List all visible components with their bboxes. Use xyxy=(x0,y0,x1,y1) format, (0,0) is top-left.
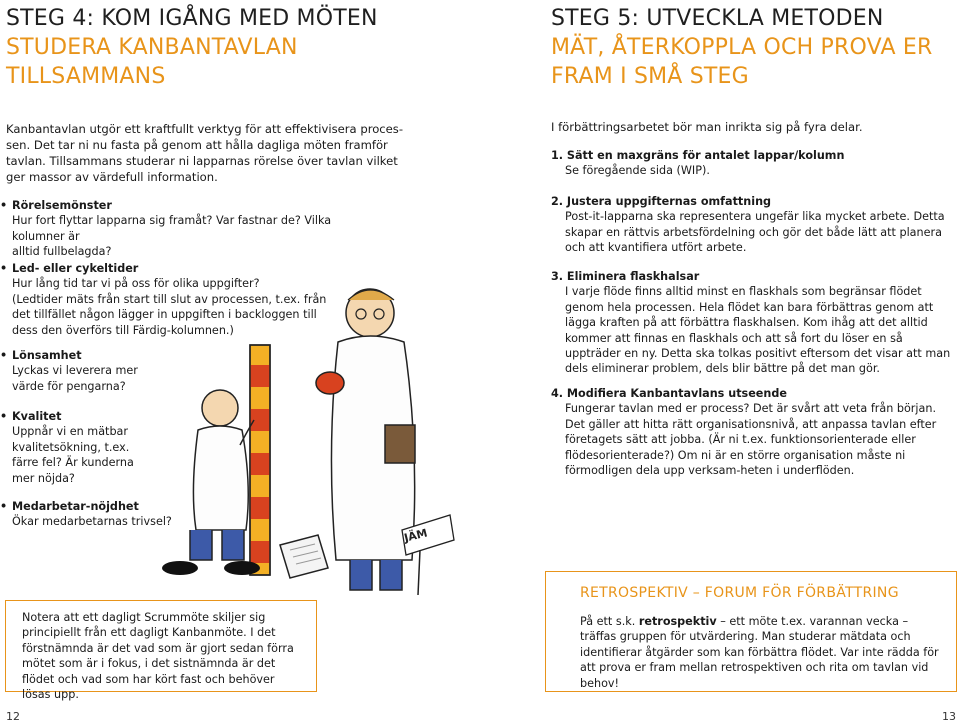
bullet-desc: Ökar medarbetarnas trivsel? xyxy=(12,515,172,529)
note-box xyxy=(5,600,317,702)
retro-title: RETROSPEKTIV – FORUM FÖR FÖRBÄTTRING xyxy=(580,585,899,601)
bullet-dot-icon: • xyxy=(0,262,8,275)
bullet-desc: Hur fort flyttar lapparna sig framåt? Var fastnar de? Vilka kolumner är alltid fullbelagda? xyxy=(12,214,332,259)
numbered-item-title: 1. Sätt en maxgräns för antalet lappar/kolumn xyxy=(551,149,845,162)
bullet-dot-icon: • xyxy=(0,199,8,212)
numbered-item-title: 3. Eliminera flaskhalsar xyxy=(551,270,700,283)
note-text: Notera att ett dagligt Scrummöte skiljer sig principiellt från ett dagligt Kanbanmöte. I det förstnämnda är det vad som är gjort sedan förra mötet som är i fokus, i det sistnämnda är det flödet och vad som har kört fast och behöver lösas upp. xyxy=(22,611,294,702)
retro-box xyxy=(545,571,957,692)
right-intro: I förbättringsarbetet bör man inrikta sig på fyra delar. xyxy=(551,120,863,134)
numbered-item xyxy=(551,148,951,179)
left-intro-line: Kanbantavlan utgör ett kraftfullt verktyg för att effektivisera proces- xyxy=(6,122,404,136)
retro-text-pre: På ett s.k. xyxy=(580,615,639,628)
retro-text-bold: retrospektiv xyxy=(638,615,717,628)
bullet-title: Rörelsemönster xyxy=(12,199,112,212)
numbered-item-title: 2. Justera uppgifternas omfattning xyxy=(551,195,772,208)
right-heading-line2: MÄT, ÅTERKOPPLA OCH PROVA ER xyxy=(551,35,933,60)
numbered-item xyxy=(551,269,953,377)
numbered-item-desc: Se föregående sida (WIP). xyxy=(565,164,710,178)
left-intro-line: sen. Det tar ni nu fasta på genom att hålla dagliga möten framför xyxy=(6,138,388,152)
page-number-left: 12 xyxy=(6,710,20,723)
left-heading xyxy=(6,4,426,91)
numbered-item-desc: Fungerar tavlan med er process? Det är svårt att veta från början. Det gäller att hitta rätt organisationsnivå, att anpassa tavlan efter företagets sätt att jobba. (Är ni t.ex. funktionsorienterade eller flödesorienterade?) Om ni är en större organisation måste ni förmodligen dela upp verksam-heten i underflöden. xyxy=(565,402,937,478)
sign-text: JÄM xyxy=(402,526,429,545)
numbered-item-desc: Post-it-lapparna ska representera ungefär lika mycket arbete. Detta skapar en rättvis arbetsfördelning och gör det både lätt att planera och att kvantifiera utfört arbete. xyxy=(565,210,945,255)
page-number-right: 13 xyxy=(942,710,956,723)
numbered-item xyxy=(551,386,953,478)
bullet-title: Lönsamhet xyxy=(12,349,82,362)
bullet-title: Medarbetar-nöjdhet xyxy=(12,500,139,513)
person-measuring-icon xyxy=(162,390,260,575)
numbered-item-desc: I varje flöde finns alltid minst en flaskhals som begränsar flödet genom hela processen. Hela flödet kan bara förbättras genom att lägga kraften på att förbättra flaskhalsen. Kom ihåg att det alltid kommer att finnas en flaskhals och att så fort du löser en så uppträder en ny. Detta ska tolkas positivt eftersom det visar att man dels eliminerar problem, dels blir bättre på det man gör. xyxy=(565,285,951,376)
retro-text xyxy=(580,614,944,691)
measuring-ruler-icon xyxy=(250,345,270,575)
bullet-title: Led- eller cykeltider xyxy=(12,262,139,275)
bullet-desc: Uppnår vi en mätbar kvalitetsökning, t.ex. färre fel? Är kunderna mer nöjda? xyxy=(12,425,134,485)
left-intro-line: tavlan. Tillsammans studerar ni lapparnas rörelse över tavlan vilket xyxy=(6,154,398,168)
bullet-desc: Lyckas vi leverera mer värde för pengarna? xyxy=(12,364,138,393)
bullet-dot-icon: • xyxy=(0,349,8,362)
right-heading xyxy=(551,4,956,91)
left-heading-line2: STUDERA KANBANTAVLAN xyxy=(6,35,298,60)
left-intro-line: ger massor av värdefull information. xyxy=(6,170,218,184)
left-heading-line1: STEG 4: KOM IGÅNG MED MÖTEN xyxy=(6,6,378,31)
bullet-dot-icon: • xyxy=(0,500,8,513)
bullet-desc: Hur lång tid tar vi på oss för olika uppgifter? (Ledtider mäts från start till slut av processen, t.ex. från det tillfället någon lägger in uppgiften i backloggen till dess den överförs till Färdig-kolumnen.) xyxy=(12,277,327,337)
left-heading-line3: TILLSAMMANS xyxy=(6,64,166,89)
person-with-glasses-icon xyxy=(316,289,415,590)
numbered-item xyxy=(551,194,953,256)
right-heading-line1: STEG 5: UTVECKLA METODEN xyxy=(551,6,884,31)
clipboard-icon xyxy=(280,535,328,578)
numbered-item-title: 4. Modifiera Kanbantavlans utseende xyxy=(551,387,787,400)
bullet-dot-icon: • xyxy=(0,410,8,423)
retro-text-post: – ett möte t.ex. varannan vecka – träffas gruppen för utvärdering. Man studerar mätdata och identifierar åtgärder som kan förbättra flödet. Var inte rädda för att prova er fram mellan retrospektiven och rita om tavlan vid behov! xyxy=(580,615,939,690)
bullet-title: Kvalitet xyxy=(12,410,62,423)
right-heading-line3: FRAM I SMÅ STEG xyxy=(551,64,749,89)
